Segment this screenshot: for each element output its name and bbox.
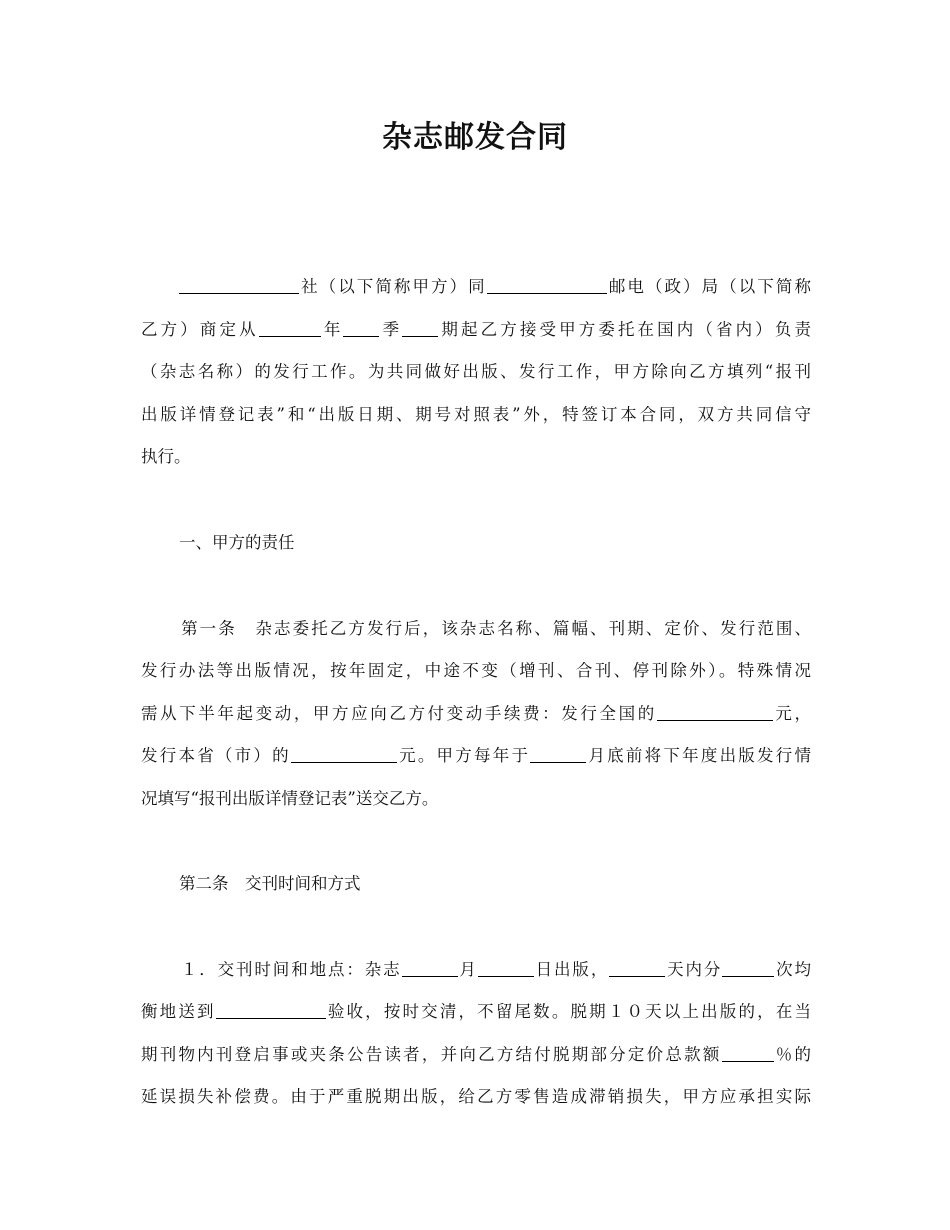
clause1-line-2 bbox=[141, 997, 811, 1027]
intro-text: 乙方）商定从 bbox=[141, 320, 259, 339]
clause-text: 期刊物内刊登启事或夹条公告读者，并向乙方结付脱期部分定价总款额 bbox=[141, 1045, 722, 1064]
intro-text: 季 bbox=[379, 320, 403, 339]
clause1-line-1 bbox=[141, 955, 811, 985]
intro-text: 邮电（政）局（以下简称 bbox=[606, 277, 812, 296]
blank-year[interactable] bbox=[259, 317, 321, 337]
clause-text: 次均 bbox=[774, 960, 812, 979]
clause-text: 验收，按时交清，不留尾数。脱期１０天以上出版的，在当 bbox=[325, 1002, 812, 1021]
clause-text: 日出版， bbox=[533, 960, 610, 979]
blank-season[interactable] bbox=[343, 317, 379, 337]
blank-publisher[interactable] bbox=[179, 274, 299, 294]
article-text: 需从下半年起变动，甲方应向乙方付变动手续费：发行全国的 bbox=[141, 704, 657, 723]
blank-days[interactable] bbox=[609, 957, 665, 977]
intro-line-4: 出版详情登记表”和“出版日期、期号对照表”外，特签订本合同，双方共同信守 bbox=[141, 405, 811, 424]
intro-text: 期起乙方接受甲方委托在国内（省内）负责 bbox=[438, 320, 812, 339]
intro-line-5: 执行。 bbox=[141, 447, 191, 466]
intro-text: 社（以下简称甲方）同 bbox=[299, 277, 487, 296]
blank-percent[interactable] bbox=[722, 1042, 774, 1062]
article1-line-1 bbox=[141, 614, 811, 644]
blank-times[interactable] bbox=[722, 957, 774, 977]
article2-heading: 第二条 交刊时间和方式 bbox=[179, 874, 361, 893]
article1-line-4 bbox=[141, 741, 811, 771]
blank-month[interactable] bbox=[530, 743, 586, 763]
blank-issue[interactable] bbox=[402, 317, 438, 337]
article-text: 月底前将下年度出版发行情 bbox=[586, 746, 812, 765]
article-text: 元。甲方每年于 bbox=[396, 746, 531, 765]
intro-line-1 bbox=[141, 272, 811, 302]
document-title: 杂志邮发合同 bbox=[382, 120, 568, 155]
blank-provincial-fee[interactable] bbox=[291, 743, 397, 763]
blank-pub-day[interactable] bbox=[478, 957, 534, 977]
blank-post-office[interactable] bbox=[487, 274, 607, 294]
blank-location[interactable] bbox=[216, 999, 326, 1019]
article1-line-3 bbox=[141, 699, 811, 729]
clause-text: 天内分 bbox=[665, 960, 723, 979]
article1-line-5: 况填写“报刊出版详情登记表”送交乙方。 bbox=[141, 789, 439, 808]
blank-pub-month[interactable] bbox=[402, 957, 458, 977]
section-heading: 一、甲方的责任 bbox=[179, 533, 295, 552]
intro-text: 年 bbox=[320, 320, 344, 339]
clause-text: １．交刊时间和地点：杂志 bbox=[179, 960, 402, 979]
clause-text: 月 bbox=[457, 960, 478, 979]
article-text: 元， bbox=[772, 704, 812, 723]
article1-line-2: 发行办法等出版情况，按年固定，中途不变（增刊、合刊、停刊除外）。特殊情况 bbox=[141, 661, 811, 680]
clause-text: ％的 bbox=[773, 1045, 812, 1064]
article-text: 发行本省（市）的 bbox=[141, 746, 291, 765]
clause-text: 衡地送到 bbox=[141, 1002, 216, 1021]
intro-line-3: （杂志名称）的发行工作。为共同做好出版、发行工作，甲方除向乙方填列“报刊 bbox=[141, 362, 811, 381]
clause1-line-3 bbox=[141, 1040, 811, 1070]
blank-national-fee[interactable] bbox=[657, 701, 773, 721]
article-text: 第一条 杂志委托乙方发行后，该杂志名称、篇幅、刊期、定价、发行范围、 bbox=[179, 619, 811, 638]
intro-line-2 bbox=[141, 315, 811, 345]
clause1-line-4: 延误损失补偿费。由于严重脱期出版，给乙方零售造成滞销损失，甲方应承担实际 bbox=[141, 1087, 811, 1106]
